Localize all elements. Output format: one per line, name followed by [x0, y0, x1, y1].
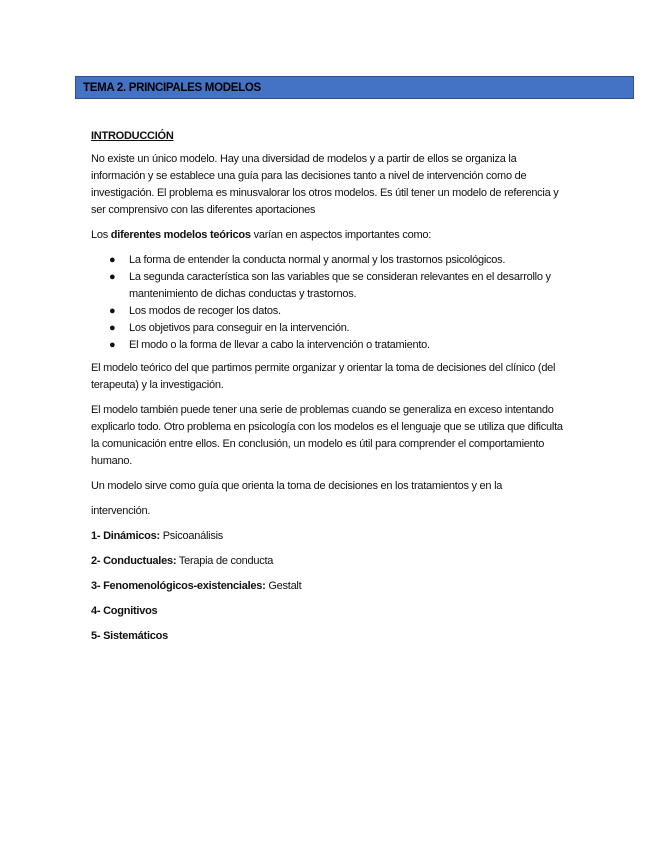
intro-paragraph-4: El modelo también puede tener una serie de problemas cuando se generaliza en exceso intentando explicarlo todo. Otro problema en psicología con los modelos es el lenguaje que se utiliza que dificulta la comunicación entre ellos. En conclusión, un modelo es útil para comprender el comportamiento humano. [91, 404, 563, 467]
list-item-text: Los objetivos para conseguir en la intervención. [129, 322, 350, 334]
model-value: Terapia de conducta [176, 555, 274, 567]
bullet-icon: ● [109, 322, 116, 334]
document-body [91, 128, 563, 653]
bullet-icon: ● [109, 305, 116, 317]
section-title: TEMA 2. PRINCIPALES MODELOS [83, 81, 261, 94]
model-item-phenomenological [91, 578, 563, 595]
list-item-text: El modo o la forma de llevar a cabo la intervención o tratamiento. [129, 339, 430, 351]
model-label: 5- Sistemáticos [91, 630, 168, 642]
model-value: Psicoanálisis [159, 530, 224, 542]
list-item [109, 303, 563, 320]
intro-paragraph-5: Un modelo sirve como guía que orienta la toma de decisiones en los tratamientos y en la [91, 480, 503, 492]
list-item [109, 269, 563, 303]
intro-paragraph-5-continuation: intervención. [91, 505, 151, 517]
model-label: 2- Conductuales: [91, 555, 177, 567]
bullet-icon: ● [109, 339, 116, 351]
bullet-icon: ● [109, 254, 116, 266]
intro-paragraph-3: El modelo teórico del que partimos permite organizar y orientar la toma de decisiones del clínico (del terapeuta) y la investigación. [91, 362, 556, 391]
list-item-text: La forma de entender la conducta normal y anormal y los trastornos psicológicos. [129, 254, 506, 266]
model-label: 3- Fenomenológicos-existenciales: [91, 580, 266, 592]
bullet-icon: ● [109, 271, 116, 283]
model-item-behavioral [91, 553, 563, 570]
model-item-systemic [91, 628, 563, 645]
list-item [109, 252, 563, 269]
model-label: 4- Cognitivos [91, 605, 158, 617]
paragraph-2-prefix: Los [91, 229, 111, 241]
paragraph-2-bold: diferentes modelos teóricos [110, 229, 251, 241]
model-item-dynamic [91, 528, 563, 545]
intro-paragraph-1: No existe un único modelo. Hay una diversidad de modelos y a partir de ellos se organiza la información y se establece una guía para las decisiones tanto a nivel de intervención como de investigación. El problema es minusvalorar los otros modelos. Es útil tener un modelo de referencia y ser comprensivo con las diferentes aportaciones [91, 153, 559, 216]
model-value: Gestalt [265, 580, 302, 592]
list-item-text: Los modos de recoger los datos. [129, 305, 281, 317]
model-label: 1- Dinámicos: [91, 530, 160, 542]
list-item [109, 320, 563, 337]
model-item-cognitive [91, 603, 563, 620]
aspects-list [91, 252, 563, 354]
list-item [109, 337, 563, 354]
paragraph-2-suffix: varían en aspectos importantes como: [250, 229, 432, 241]
intro-heading: INTRODUCCIÓN [91, 130, 174, 142]
list-item-text: La segunda característica son las variables que se consideran relevantes en el desarrollo y mantenimiento de dichas conductas y trastornos. [129, 271, 551, 300]
section-header-bar [75, 76, 634, 99]
intro-paragraph-2 [91, 227, 563, 244]
